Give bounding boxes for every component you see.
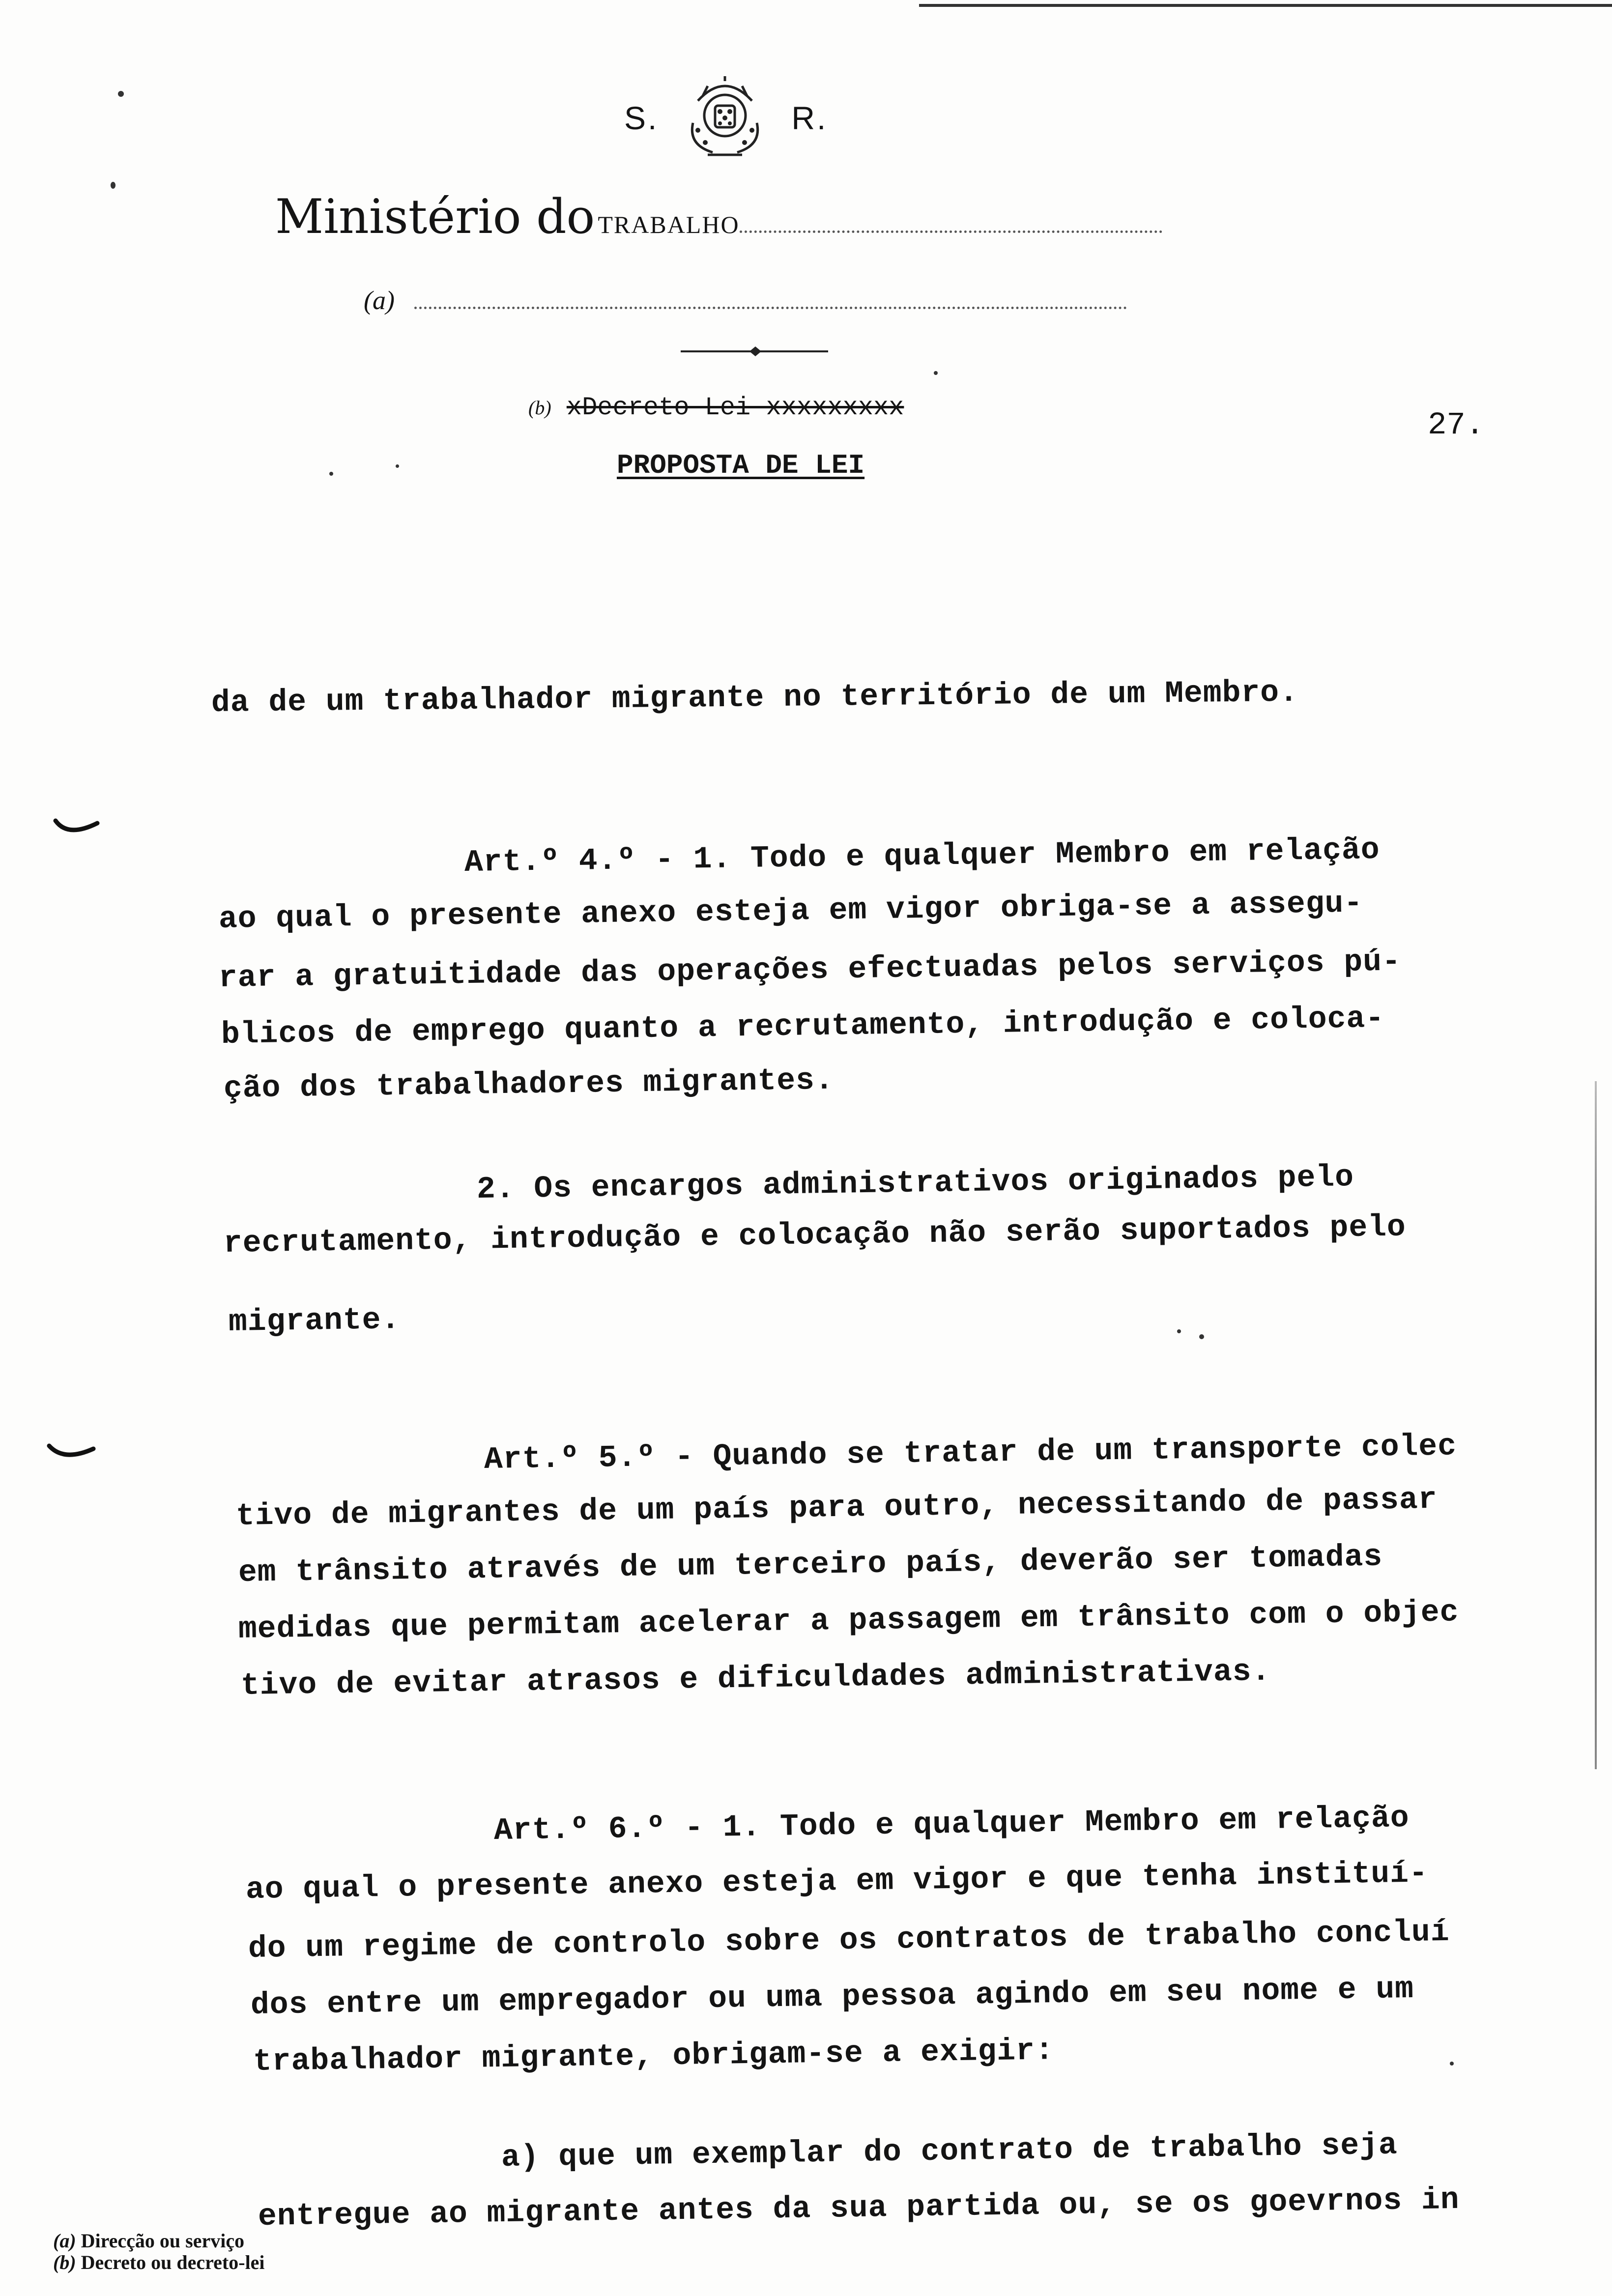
body-line: medidas que permitam acelerar a passagem em trânsito com o objec	[238, 1595, 1459, 1647]
body-line: tivo de migrantes de um país para outro, necessitando de passar	[235, 1482, 1438, 1534]
footnote-marker: (b)	[53, 2251, 76, 2273]
scan-speck	[1450, 2062, 1454, 2066]
footnote-text: Direcção ou serviço	[81, 2230, 245, 2252]
scan-speck	[396, 464, 399, 468]
republic-emblem-icon	[678, 76, 772, 160]
body-line: Art.º 4.º - 1. Todo e qualquer Membro em relação	[464, 832, 1381, 880]
margin-check-mark-icon	[47, 1440, 96, 1469]
direction-line	[364, 285, 1127, 316]
body-line: do um regime de controlo sobre os contratos de trabalho concluí	[248, 1914, 1450, 1966]
decree-line	[528, 393, 904, 422]
body-line: ção dos trabalhadores migrantes.	[223, 1062, 835, 1106]
scan-edge-shadow	[1595, 1081, 1597, 1769]
body-line: Art.º 5.º - Quando se tratar de um transporte colec	[484, 1429, 1457, 1477]
letterhead-right-letter: R.	[791, 100, 828, 136]
body-line: 2. Os encargos administrativos originados pelo	[476, 1160, 1354, 1207]
ministry-name: TRABALHO	[598, 211, 740, 238]
body-line: ao qual o presente anexo esteja em vigor e que tenha instituí-	[245, 1856, 1429, 1907]
footnote-b	[53, 2252, 265, 2273]
scan-speck	[118, 91, 124, 97]
scan-speck	[1199, 1334, 1204, 1339]
scan-speck	[1177, 1329, 1181, 1333]
footnote-text: Decreto ou decreto-lei	[81, 2251, 265, 2273]
direction-dotted-line	[414, 302, 1127, 309]
body-line: tivo de evitar atrasos e dificuldades administrativas.	[240, 1654, 1271, 1703]
page-number: 27.	[1428, 408, 1485, 443]
body-line: blicos de emprego quanto a recrutamento, introdução e coloca-	[221, 1001, 1385, 1052]
direction-marker: (a)	[364, 286, 395, 315]
ministry-dotted-line	[740, 226, 1162, 233]
margin-check-mark-icon	[53, 816, 100, 845]
scan-speck	[329, 472, 333, 476]
body-line: a) que um exemplar do contrato de trabalho seja	[501, 2127, 1398, 2175]
body-line: em trânsito através de um terceiro país, deverão ser tomadas	[238, 1539, 1383, 1590]
footnotes	[53, 2230, 265, 2273]
ministry-prefix: Ministério do	[275, 189, 595, 244]
body-line: dos entre um empregador ou uma pessoa agindo em seu nome e um	[250, 1971, 1414, 2023]
body-line: migrante.	[228, 1302, 401, 1340]
body-line: entregue ao migrante antes da sua partida ou, se os goevrnos in	[258, 2182, 1460, 2234]
letterhead-seal-row	[624, 74, 828, 162]
ornament-divider	[681, 344, 828, 359]
body-line: recrutamento, introdução e colocação não serão suportados pelo	[223, 1209, 1407, 1261]
footnote-a	[53, 2230, 265, 2252]
decree-struck-text: xDecreto-Lei xxxxxxxxx	[566, 393, 904, 422]
scan-speck	[934, 371, 938, 375]
body-line: Art.º 6.º - 1. Todo e qualquer Membro em relação	[493, 1800, 1410, 1848]
document-heading: PROPOSTA DE LEI	[617, 450, 865, 481]
scan-speck	[111, 182, 115, 189]
body-line: ao qual o presente anexo esteja em vigor obriga-se a assegu-	[218, 886, 1363, 937]
letterhead-left-letter: S.	[624, 100, 659, 136]
decree-marker: (b)	[528, 397, 551, 419]
body-line: trabalhador migrante, obrigam-se a exigir:	[253, 2033, 1055, 2079]
ministry-line	[275, 189, 1162, 244]
body-line: da de um trabalhador migrante no território de um Membro.	[211, 675, 1299, 720]
footnote-marker: (a)	[53, 2230, 76, 2252]
top-edge-rule	[919, 4, 1612, 7]
body-line: rar a gratuitidade das operações efectuadas pelos serviços pú-	[218, 944, 1402, 996]
